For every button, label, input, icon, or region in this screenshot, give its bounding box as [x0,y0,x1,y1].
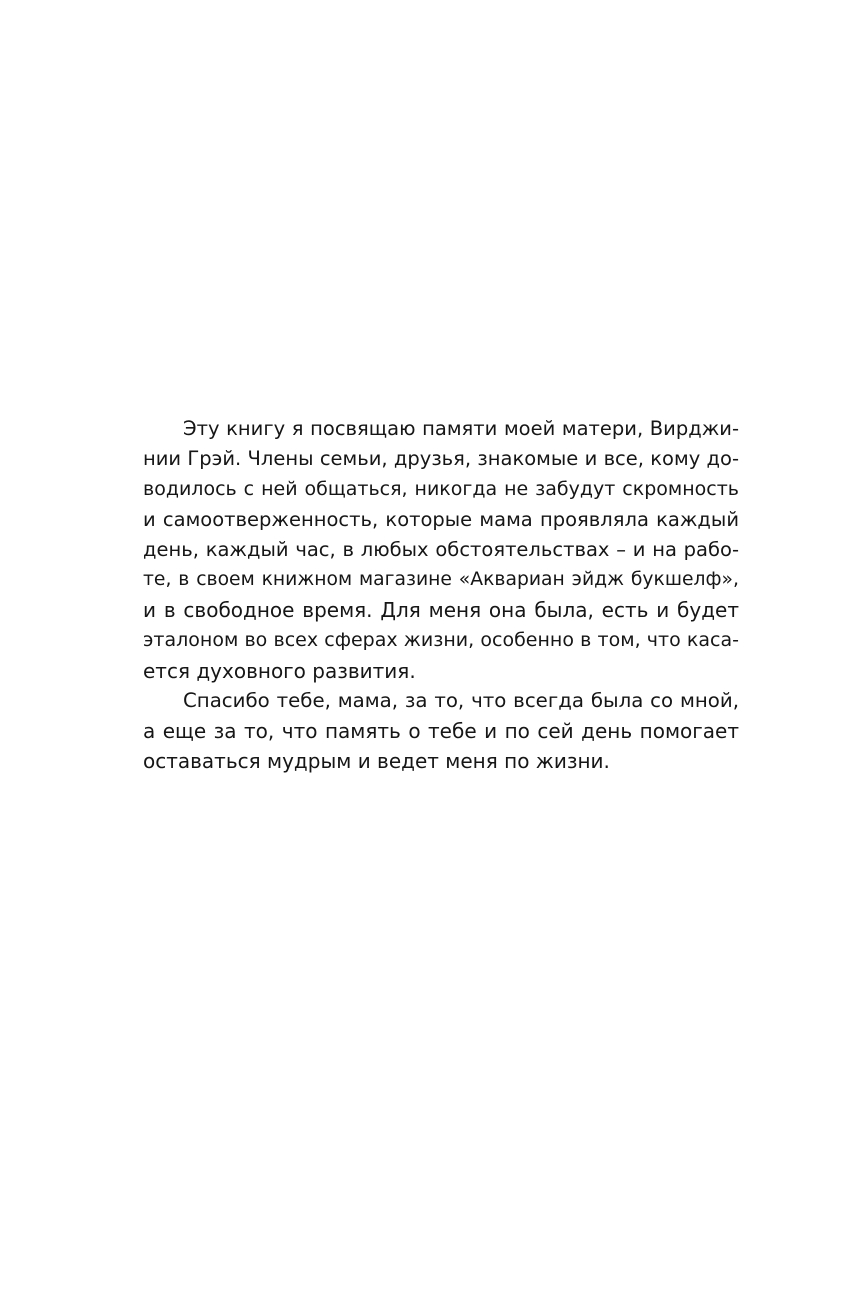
dedication-paragraph-2 [143,686,739,777]
text-line: день, каждый час, в любых обстоятельствах – и на рабо- [143,537,739,561]
text-line: и в свободное время. Для меня она была, есть и будет [143,598,739,623]
text-line: а еще за то, что память о тебе и по сей день помогает [143,719,739,744]
text-line: Спасибо тебе, мама, за то, что всегда была со мной, [183,688,739,712]
dedication-paragraph-1 [143,414,739,686]
text-line: ется духовного развития. [143,658,416,683]
text-line: и самоотверженность, которые мама проявляла каждый [143,507,739,531]
text-line: эталоном во всех сферах жизни, особенно в том, что каса- [143,629,739,652]
text-line: водилось с ней общаться, никогда не забудут скромность [143,478,739,501]
text-line: Эту книгу я посвящаю памяти моей матери, Вирджи- [183,417,739,440]
text-line: те, в своем книжном магазине «Аквариан эйдж букшелф», [143,569,739,591]
text-line: оставаться мудрым и ведет меня по жизни. [143,749,610,774]
dedication-text [143,414,739,776]
text-line: нии Грэй. Члены семьи, друзья, знакомые и все, кому до- [143,447,739,471]
